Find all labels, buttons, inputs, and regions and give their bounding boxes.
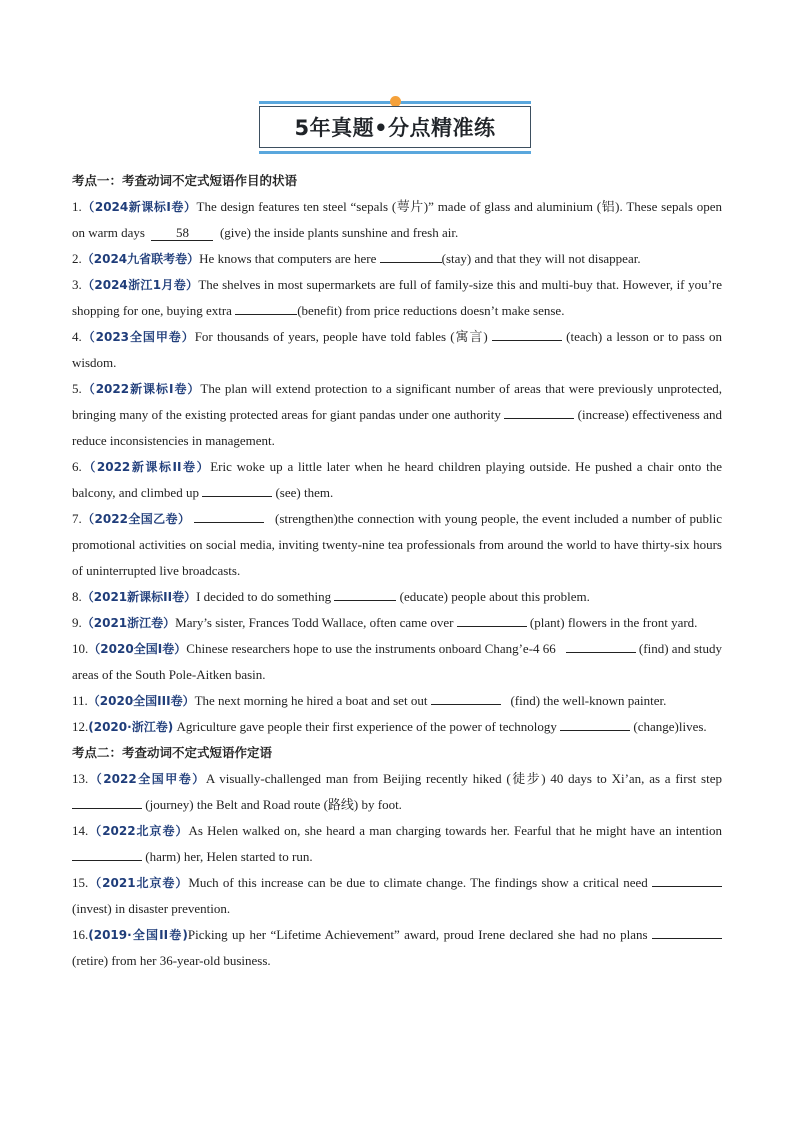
question-source: （2020全国III卷）	[87, 694, 195, 708]
question-text-after: (plant) flowers in the front yard.	[529, 615, 698, 630]
answer-blank[interactable]	[566, 638, 636, 653]
question-item	[72, 584, 722, 610]
question-item	[72, 506, 722, 584]
question-text: The design features ten steel “sepals (萼片)” made of glass and aluminium (铝). These sepals open on warm days	[72, 199, 722, 240]
answer-blank[interactable]	[457, 612, 527, 627]
page-title: 5年真题•分点精准练	[294, 116, 496, 140]
title-banner	[259, 101, 531, 153]
question-text-after: (find) and study areas of the South Pole-Aitken basin.	[72, 641, 723, 682]
question-source: （2022新课标II卷）	[81, 460, 211, 474]
question-text: Eric woke up a little later when he heard children playing outside. He pushed a chair onto the balcony, and climbed up	[72, 459, 722, 500]
question-number: 12.	[72, 719, 89, 734]
question-text-after: (find) the well-known painter.	[510, 693, 667, 708]
question-source: （2020全国I卷）	[88, 642, 187, 656]
question-text: Picking up her “Lifetime Achievement” award, proud Irene declared she had no plans	[187, 927, 648, 942]
answer-blank[interactable]	[380, 248, 442, 263]
question-text: The next morning he hired a boat and set out	[194, 693, 428, 708]
question-item	[72, 636, 722, 688]
banner-box	[259, 106, 531, 148]
answer-blank[interactable]	[235, 300, 297, 315]
question-item	[72, 454, 722, 506]
question-number: 14.	[72, 823, 89, 838]
answer-blank[interactable]	[652, 872, 722, 887]
question-item	[72, 246, 722, 272]
question-source: （2023全国甲卷）	[81, 330, 195, 344]
question-source: （2021北京卷）	[88, 876, 189, 890]
question-text: The plan will extend protection to a significant number of areas that were previously unprotected, bringing many of the existing protected areas for giant pandas under one authority	[72, 381, 722, 422]
question-text: For thousands of years, people have told fables (寓言)	[194, 329, 488, 344]
question-source: (2020·浙江卷)	[88, 720, 174, 734]
question-number: 10.	[72, 641, 89, 656]
question-source: （2024浙江1月卷）	[81, 278, 199, 292]
question-text: Much of this increase can be due to climate change. The findings show a critical need	[188, 875, 648, 890]
question-number: 13.	[72, 771, 89, 786]
question-text: As Helen walked on, she heard a man charging towards her. Fearful that he might have an intention	[188, 823, 722, 838]
answer-blank[interactable]	[151, 226, 213, 241]
question-text-after: (teach) a lesson or to pass on wisdom.	[72, 329, 723, 370]
question-item	[72, 194, 722, 246]
question-number: 6.	[72, 459, 82, 474]
question-text-after: (journey) the Belt and Road route (路线) by foot.	[145, 797, 402, 812]
question-text: Mary’s sister, Frances Todd Wallace, often came over	[175, 615, 454, 630]
section-heading: 考点一：考查动词不定式短语作目的状语	[72, 173, 298, 188]
question-text-after: (see) them.	[275, 485, 334, 500]
answer-blank[interactable]	[431, 690, 501, 705]
question-source: （2021浙江卷）	[81, 616, 176, 630]
answer-blank[interactable]	[334, 586, 396, 601]
question-source: （2024九省联考卷）	[81, 252, 200, 266]
question-text-after: (change)lives.	[633, 719, 707, 734]
question-number: 5.	[72, 381, 82, 396]
answer-blank[interactable]	[72, 846, 142, 861]
question-item	[72, 324, 722, 376]
question-text-after: (increase) effectiveness and reduce inconsistencies in management.	[72, 407, 723, 448]
question-text-after: (give) the inside plants sunshine and fresh air.	[219, 225, 459, 240]
question-text: The shelves in most supermarkets are full of family-size this and multi-buy that. However, if you’re shopping for one, buying extra	[72, 277, 723, 318]
question-item	[72, 818, 722, 870]
question-text-after: (educate) people about this problem.	[399, 589, 590, 604]
question-number: 16.	[72, 927, 89, 942]
answer-blank[interactable]	[560, 716, 630, 731]
question-source: （2024新课标I卷）	[81, 200, 197, 214]
question-number: 1.	[72, 199, 82, 214]
question-item	[72, 766, 722, 818]
question-number: 8.	[72, 589, 82, 604]
question-number: 4.	[72, 329, 82, 344]
answer-blank[interactable]	[202, 482, 272, 497]
question-item	[72, 714, 722, 740]
question-text: He knows that computers are here	[199, 251, 377, 266]
question-text-after: (strengthen)the connection with young people, the event included a number of public promotional activities on social media, inviting twenty-nine tea professionals from around the world to have thirty-six hours of uninterrupted live broadcasts.	[72, 511, 723, 578]
question-item	[72, 922, 722, 974]
question-text-after: (harm) her, Helen started to run.	[145, 849, 313, 864]
question-source: （2021新课标II卷）	[81, 590, 197, 604]
question-number: 3.	[72, 277, 82, 292]
question-number: 9.	[72, 615, 82, 630]
question-list	[72, 168, 722, 974]
question-text: I decided to do something	[196, 589, 332, 604]
question-item	[72, 272, 722, 324]
question-number: 15.	[72, 875, 89, 890]
question-item	[72, 376, 722, 454]
question-text: Chinese researchers hope to use the instruments onboard Chang’e-4 66	[186, 641, 556, 656]
question-number: 11.	[72, 693, 88, 708]
question-text-after: (invest) in disaster prevention.	[72, 901, 231, 916]
banner-bottom-line	[259, 151, 531, 154]
question-source: （2022北京卷）	[88, 824, 189, 838]
question-source: （2022新课标I卷）	[81, 382, 201, 396]
question-text: A visually-challenged man from Beijing recently hiked (徒步) 40 days to Xi’an, as a first step	[205, 771, 722, 786]
question-item	[72, 870, 722, 922]
question-source: （2022全国乙卷）	[81, 512, 191, 526]
question-item	[72, 610, 722, 636]
answer-value: 58	[175, 225, 189, 240]
question-text-after: (stay) and that they will not disappear.	[441, 251, 641, 266]
answer-blank[interactable]	[194, 508, 264, 523]
question-text-after: (retire) from her 36-year-old business.	[72, 953, 271, 968]
question-number: 2.	[72, 251, 82, 266]
answer-blank[interactable]	[504, 404, 574, 419]
answer-blank[interactable]	[652, 924, 722, 939]
question-item	[72, 688, 722, 714]
answer-blank[interactable]	[492, 326, 562, 341]
question-text-after: (benefit) from price reductions doesn’t make sense.	[297, 303, 565, 318]
question-source: (2019·全国II卷)	[88, 928, 188, 942]
section-heading: 考点二：考查动词不定式短语作定语	[72, 745, 273, 760]
answer-blank[interactable]	[72, 794, 142, 809]
question-source: （2022全国甲卷）	[88, 772, 206, 786]
question-text: Agriculture gave people their first experience of the power of technology	[176, 719, 557, 734]
question-number: 7.	[72, 511, 82, 526]
